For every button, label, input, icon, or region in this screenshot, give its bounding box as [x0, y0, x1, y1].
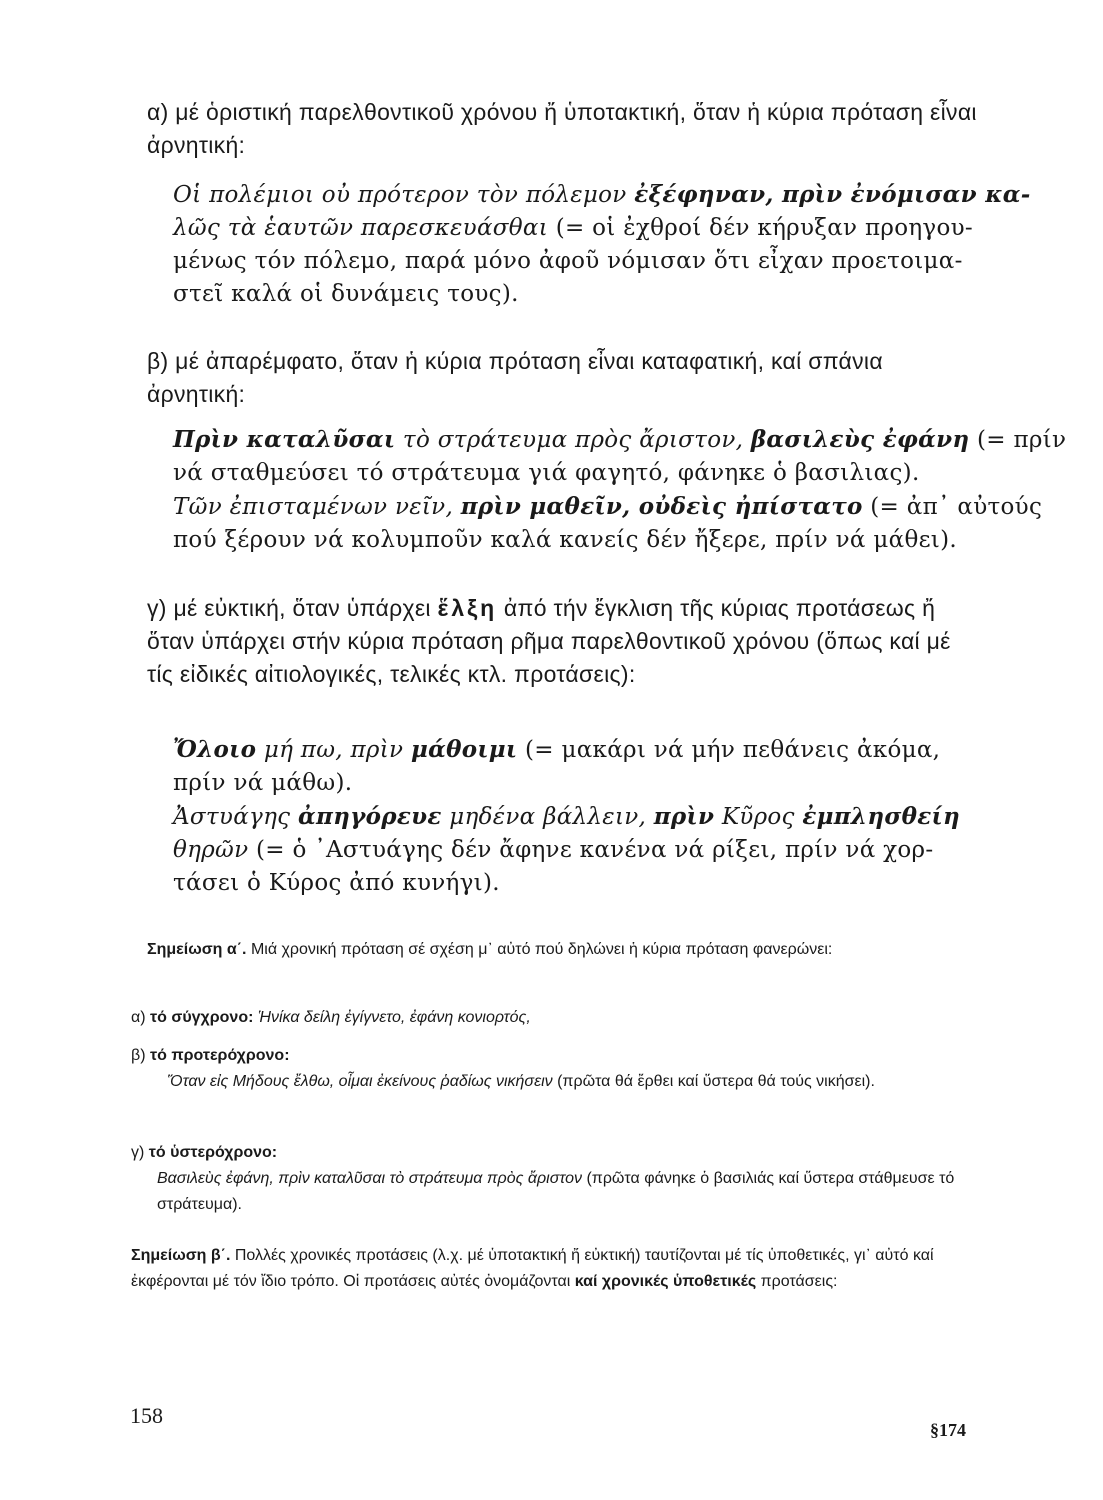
note-a-item-c: γ) τό ὑστερόχρονο: Βασιλεὺς ἐφάνη, πρὶν καταλῦσαι τὸ στράτευμα πρὸς ἄριστον (πρῶτα φάνηκε ὁ βασιλιάς καί ὕστερα στάθμευσε τό στράτευμα). [131, 1144, 955, 1213]
note-a-intro: Σημείωση α΄. Μιά χρονική πρόταση σέ σχέση μ᾽ αὐτό πού δηλώνει ἡ κύρια πρόταση φανερώνει: [147, 941, 833, 958]
section-number: §174 [930, 1420, 966, 1440]
rule-c-label: γ) μέ εὐκτική, ὅταν ὑπάρχει ἕλξη ἀπό τήν ἔγκλιση τῆς κύριας προτάσεως ἤ ὅταν ὑπάρχει στήν κύρια πρόταση ρῆμα παρελθοντικοῦ χρόνου (ὅπως καί μέ τίς εἰδικές αἰτιολογικές, τελικές κτλ. προτάσεις): [147, 595, 951, 687]
rule-a-label: α) μέ ὁριστική παρελθοντικοῦ χρόνου ἤ ὑποτακτική, ὅταν ἡ κύρια πρόταση εἶναι ἀρνητική: [147, 99, 977, 158]
page-number: 158 [130, 1403, 163, 1428]
rule-b-label: β) μέ ἀπαρέμφατο, ὅταν ἡ κύρια πρόταση εἶναι καταφατική, καί σπάνια ἀρνητική: [147, 348, 883, 407]
note-b: Σημείωση β΄. Πολλές χρονικές προτάσεις (λ.χ. μέ ὑποτακτική ἤ εὐκτική) ταυτίζονται μέ τίς ὑποθετικές, γι᾽ αὐτό καί ἐκφέρονται μέ τόν ἴδιο τρόπο. Οἱ προτάσεις αὐτές ὀνομάζονται καί χρονικές ὑποθετικές προτάσεις: [131, 1247, 934, 1290]
rule-c-examples: Ὄλοιο μή πω, πρὶν μάθοιμι (= μακάρι νά μήν πεθάνεις ἀκόμα, πρίν νά μάθω). Ἀστυάγης ἀπηγόρευε μηδένα βάλλειν, πρὶν Κῦρος ἐμπλησθείη θηρῶν (= ὁ ᾿Αστυάγης δέν ἄφηνε κανένα νά ρίξει, πρίν νά χορ- τάσει ὁ Κύρος ἀπό κυνήγι). [173, 736, 960, 896]
rule-a-example: Οἱ πολέμιοι οὐ πρότερον τὸν πόλεμον ἐξέφηναν, πρὶν ἐνόμισαν κα- λῶς τὰ ἑαυτῶν παρεσκευάσθαι (= οἱ ἐχθροί δέν κήρυξαν προηγου- μένως τόν πόλεμο, παρά μόνο ἀφοῦ νόμισαν ὅτι εἶχαν προετοιμα- στεῖ καλά οἱ δυνάμεις τους). [173, 181, 1031, 307]
rule-b-examples: Πρὶν καταλῦσαι τὸ στράτευμα πρὸς ἄριστον, βασιλεὺς ἐφάνη (= πρίν νά σταθμεύσει τό στράτευμα γιά φαγητό, φάνηκε ὁ βασιλιας). Τῶν ἐπισταμένων νεῖν, πρὶν μαθεῖν, οὐδεὶς ἠπίστατο (= ἀπ᾽ αὐτούς πού ξέρουν νά κολυμποῦν καλά κανείς δέν ἤξερε, πρίν νά μάθει). [173, 426, 1067, 553]
note-a-item-a: α) τό σύγχρονο: Ἡνίκα δείλη ἐγίγνετο, ἐφάνη κονιορτός, [131, 1009, 531, 1026]
note-a-item-b: β) τό προτερόχρονο: Ὅταν εἰς Μήδους ἔλθω, οἶμαι ἐκείνους ῥαδίως νικήσειν (πρῶτα θά ἔρθει καί ὕστερα θά τούς νικήσει). [131, 1047, 875, 1090]
